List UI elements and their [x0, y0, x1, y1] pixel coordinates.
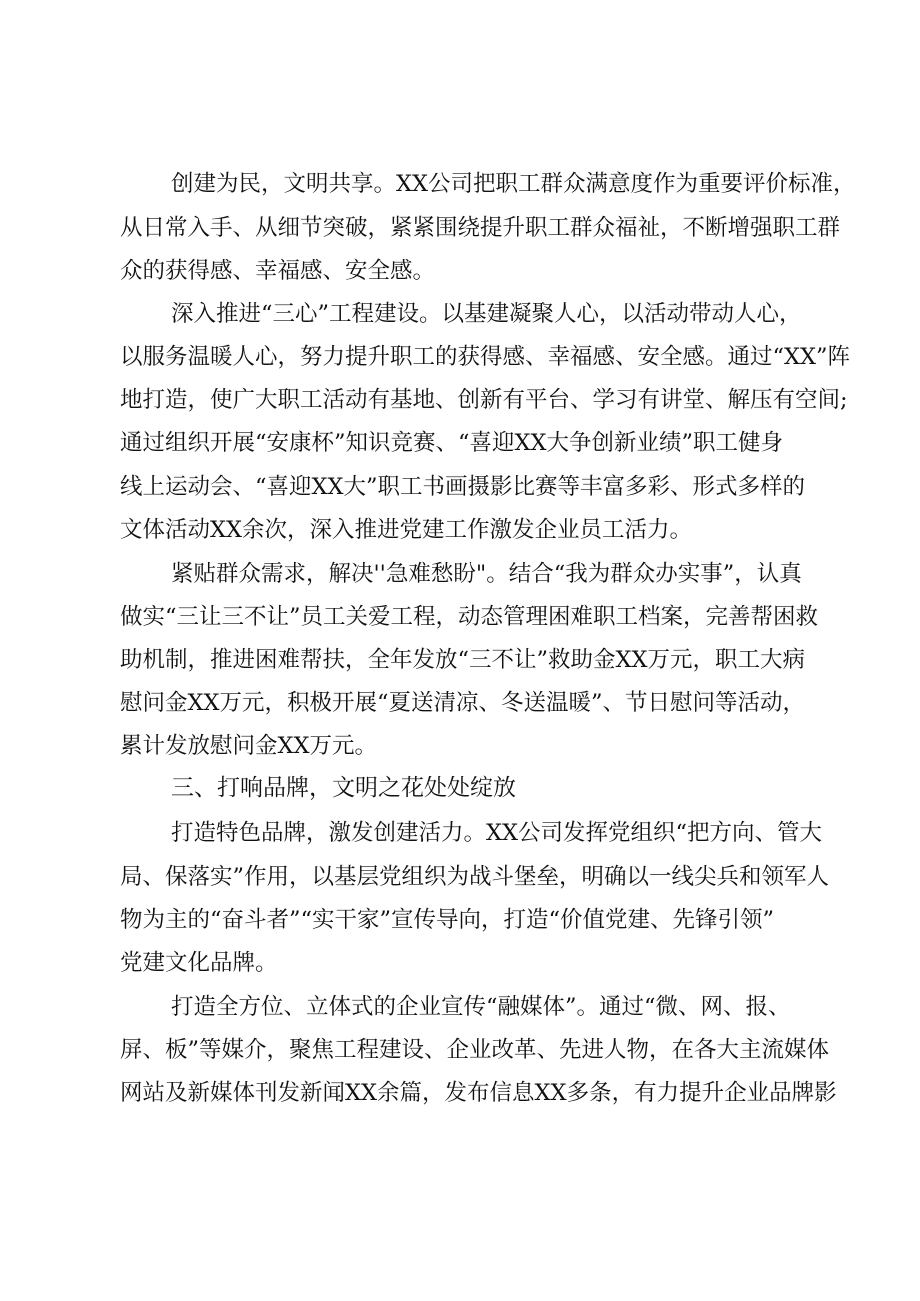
paragraph-line: 助机制，推进困难帮扶，全年发放“三不让”救助金XX万元，职工大病 [120, 647, 806, 673]
paragraph-line: 打造全方位、立体式的企业宣传“融媒体”。通过“微、网、报、 [171, 994, 791, 1020]
paragraph-line: 累计发放慰问金XX万元。 [120, 733, 378, 759]
paragraph-line: 创建为民，文明共享。XX公司把职工群众满意度作为重要评价标准， [171, 171, 856, 197]
paragraph-line: 地打造，使广大职工活动有基地、创新有平台、学习有讲堂、解压有空间; [120, 387, 848, 413]
paragraph-line: 通过组织开展“安康杯”知识竞赛、“喜迎XX大争创新业绩”职工健身 [120, 430, 784, 456]
paragraph-line: 局、保落实”作用，以基层党组织为战斗堡垒，明确以一线尖兵和领军人 [120, 864, 830, 890]
paragraph-line: 从日常入手、从细节突破，紧紧围绕提升职工群众福祉，不断增强职工群 [120, 215, 841, 241]
paragraph-line: 党建文化品牌。 [120, 950, 278, 976]
section-heading: 三、打响品牌，文明之花处处绽放 [171, 775, 516, 801]
paragraph-line: 众的获得感、幸福感、安全感。 [120, 258, 436, 284]
paragraph-line: 打造特色品牌，激发创建活力。XX公司发挥党组织“把方向、管大 [171, 820, 823, 846]
paragraph-line: 以服务温暖人心，努力提升职工的获得感、幸福感、安全感。通过“XX”阵 [120, 344, 851, 370]
paragraph-line: 紧贴群众需求，解决''急难愁盼"。结合“我为群众办实事”，认真 [171, 561, 802, 587]
paragraph-line: 文体活动XX余次，深入推进党建工作激发企业员工活力。 [120, 517, 693, 543]
paragraph-line: 深入推进“三心”工程建设。以基建凝聚人心，以活动带动人心， [171, 301, 802, 327]
paragraph-line: 做实“三让三不让”员工关爱工程，动态管理困难职工档案，完善帮困救 [120, 604, 819, 630]
paragraph-line: 线上运动会、“喜迎XX大”职工书画摄影比赛等丰富多彩、形式多样的 [120, 474, 806, 500]
paragraph-line: 屏、板”等媒介，聚焦工程建设、企业改革、先进人物，在各大主流媒体 [120, 1037, 830, 1063]
paragraph-line: 网站及新媒体刊发新闻XX余篇，发布信息XX多条，有力提升企业品牌影 [120, 1080, 837, 1106]
paragraph-line: 慰问金XX万元，积极开展“夏送清凉、冬送温暖”、节日慰问等活动， [120, 690, 806, 716]
paragraph-line: 物为主的“奋斗者”“实干家”宣传导向，打造“价值党建、先锋引领” [120, 907, 775, 933]
